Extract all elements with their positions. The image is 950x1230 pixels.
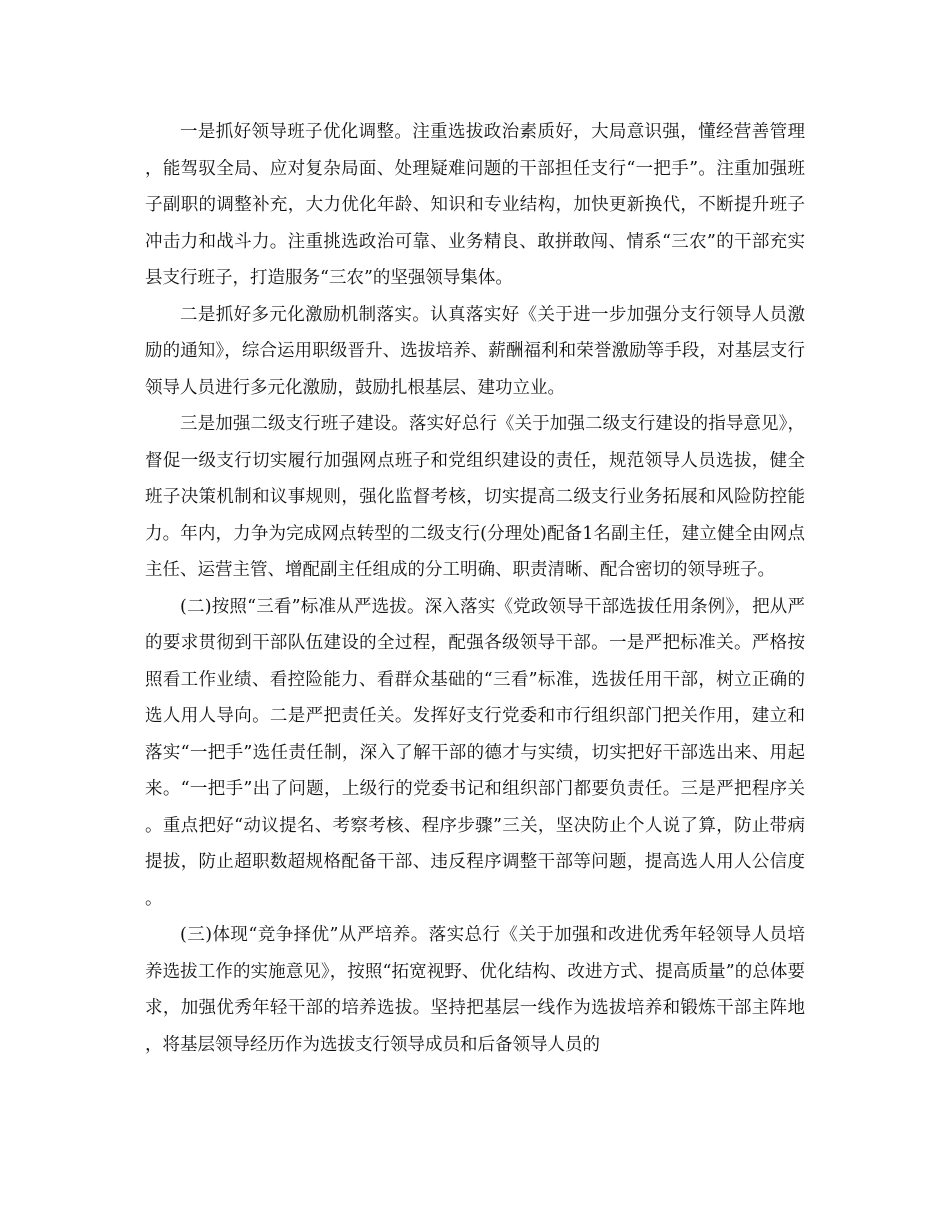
paragraph-secondary-branch: 三是加强二级支行班子建设。落实好总行《关于加强二级支行建设的指导意见》，督促一级支行切实履行加强网点班子和党组织建设的责任，规范领导人员选拔，健全班子决策机制和议事规则，强化监督考核，切实提高二级支行业务拓展和风险防控能力。年内，力争为完成网点转型的二级支行(分理处)配备1名副主任，建立健全由网点主任、运营主管、增配副主任组成的分工明确、职责清晰、配合密切的领导班子。 — [145, 414, 805, 580]
paragraph-leadership-adjustment: 一是抓好领导班子优化调整。注重选拔政治素质好，大局意识强，懂经营善管理，能驾驭全局、应对复杂局面、处理疑难问题的干部担任支行“一把手”。注重加强班子副职的调整补充，大力优化年龄、知识和专业结构，加快更新换代，不断提升班子冲击力和战斗力。注重挑选政治可靠、业务精良、敢拼敢闯、情系“三农”的干部充实县支行班子，打造服务“三农”的坚强领导集体。 — [145, 122, 805, 288]
paragraph-incentive-mechanism: 二是抓好多元化激励机制落实。认真落实好《关于进一步加强分支行领导人员激励的通知》，综合运用职级晋升、选拔培养、薪酬福利和荣誉激励等手段，对基层支行领导人员进行多元化激励，鼓励扎根基层、建功立业。 — [145, 304, 805, 398]
document-body — [145, 114, 805, 1063]
paragraph-strict-training: (三)体现“竞争择优”从严培养。落实总行《关于加强和改进优秀年轻领导人员培养选拔工作的实施意见》，按照“拓宽视野、优化结构、改进方式、提高质量”的总体要求，加强优秀年轻干部的培养选拔。坚持把基层一线作为选拔培养和锻炼干部主阵地，将基层领导经历作为选拔支行领导成员和后备领导人员的 — [145, 925, 805, 1055]
paragraph-strict-selection: (二)按照“三看”标准从严选拔。深入落实《党政领导干部选拔任用条例》，把从严的要求贯彻到干部队伍建设的全过程，配强各级领导干部。一是严把标准关。严格按照看工作业绩、看控险能力、看群众基础的“三看”标准，选拔任用干部，树立正确的选人用人导向。二是严把责任关。发挥好支行党委和市行组织部门把关作用，建立和落实“一把手”选任责任制，深入了解干部的德才与实绩，切实把好干部选出来、用起来。“一把手”出了问题，上级行的党委书记和组织部门都要负责任。三是严把程序关。重点把好“动议提名、考察考核、程序步骤”三关，坚决防止个人说了算，防止带病提拔，防止超职数超规格配备干部、违反程序调整干部等问题，提高选人用人公信度。 — [145, 596, 805, 909]
